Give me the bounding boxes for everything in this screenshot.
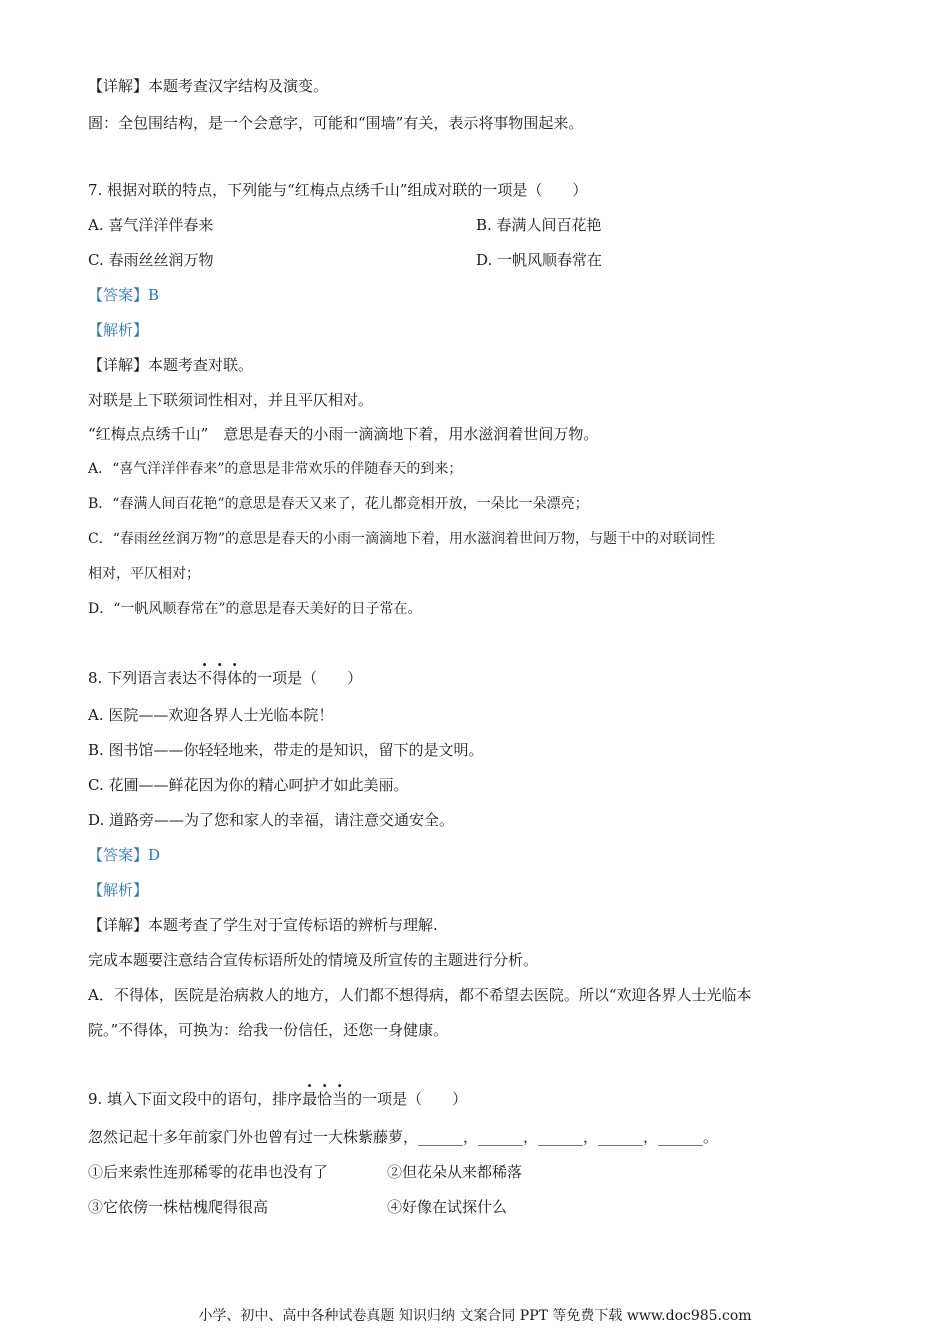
q8-option-b: B. 图书馆——你轻轻地来，带走的是知识，留下的是文明。 — [88, 741, 484, 759]
q7-option-b: B. 春满人间百花艳 — [476, 216, 602, 234]
q8-stem: 8. 下列语言表达不得体的一项是（ ） — [88, 669, 363, 687]
q9-sentence-4: ④好像在试探什么 — [387, 1198, 508, 1216]
top-explanation-line: 圄：全包围结构，是一个会意字，可能和“围墙”有关，表示将事物围起来。 — [88, 114, 584, 132]
q7-answer: 【答案】B — [88, 286, 160, 304]
q7-detail-d: D．“一帆风顺春常在”的意思是春天美好的日子常在。 — [88, 601, 422, 617]
q9-sentence-2: ②但花朵从来都稀落 — [387, 1163, 523, 1181]
top-detail-line: 【详解】本题考查汉字结构及演变。 — [88, 77, 329, 95]
q8-emphasis-char: 不 — [197, 669, 213, 687]
q7-detail-c-cont: 相对，平仄相对； — [88, 566, 200, 582]
q8-emphasis-char: 得 — [212, 669, 228, 687]
q7-option-d: D. 一帆风顺春常在 — [476, 251, 603, 269]
q8-option-c: C. 花圃——鲜花因为你的精心呵护才如此美丽。 — [88, 776, 409, 794]
page-footer: 小学、初中、高中各种试卷真题 知识归纳 文案合同 PPT 等免费下载 www.doc985.com — [198, 1308, 752, 1324]
q8-option-d: D. 道路旁——为了您和家人的幸福，请注意交通安全。 — [88, 811, 455, 829]
q9-sentence-1: ①后来索性连那稀零的花串也没有了 — [88, 1163, 329, 1181]
q8-detail-2: 完成本题要注意结合宣传标语所处的情境及所宣传的主题进行分析。 — [88, 951, 539, 969]
q8-detail-3-cont: 院。”不得体，可换为：给我一份信任，还您一身健康。 — [88, 1021, 449, 1039]
q7-stem: 7. 根据对联的特点，下列能与“红梅点点绣千山”组成对联的一项是（ ） — [88, 181, 588, 199]
q7-option-c: C. 春雨丝丝润万物 — [88, 251, 214, 269]
q8-option-a: A. 医院——欢迎各界人士光临本院！ — [88, 706, 334, 724]
q7-detail-1: 【详解】本题考查对联。 — [88, 356, 254, 374]
q9-stem: 9. 填入下面文段中的语句，排序最恰当的一项是（ ） — [88, 1090, 468, 1108]
q7-detail-c: C．“春雨丝丝润万物”的意思是春天的小雨一滴滴地下着，用水滋润着世间万物，与题干中的对联词性 — [88, 531, 716, 547]
q7-detail-2: 对联是上下联须词性相对，并且平仄相对。 — [88, 391, 374, 409]
q7-option-a: A. 喜气洋洋伴春来 — [88, 216, 214, 234]
q9-passage: 忽然记起十多年前家门外也曾有过一大株紫藤萝，______，______，______，______，______。 — [88, 1128, 719, 1146]
q7-detail-3: “红梅点点绣千山” 意思是春天的小雨一滴滴地下着，用水滋润着世间万物。 — [88, 425, 599, 443]
q8-detail-3: A．不得体，医院是治病救人的地方，人们都不想得病，都不希望去医院。所以“欢迎各界人士光临本 — [88, 986, 752, 1004]
q9-emphasis-char: 恰 — [317, 1090, 333, 1108]
q8-analysis-label: 【解析】 — [88, 881, 149, 899]
q8-answer: 【答案】D — [88, 846, 161, 864]
q7-detail-b: B．“春满人间百花艳”的意思是春天又来了，花儿都竞相开放，一朵比一朵漂亮； — [88, 496, 589, 512]
q9-emphasis-char: 当 — [332, 1090, 348, 1108]
q7-analysis-label: 【解析】 — [88, 321, 149, 339]
q8-emphasis-char: 体 — [227, 669, 243, 687]
q8-detail-1: 【详解】本题考查了学生对于宣传标语的辨析与理解. — [88, 916, 438, 934]
q9-sentence-3: ③它依傍一株枯槐爬得很高 — [88, 1198, 269, 1216]
q7-detail-a: A．“喜气洋洋伴春来”的意思是非常欢乐的伴随春天的到来； — [88, 461, 463, 477]
q9-emphasis-char: 最 — [302, 1090, 318, 1108]
